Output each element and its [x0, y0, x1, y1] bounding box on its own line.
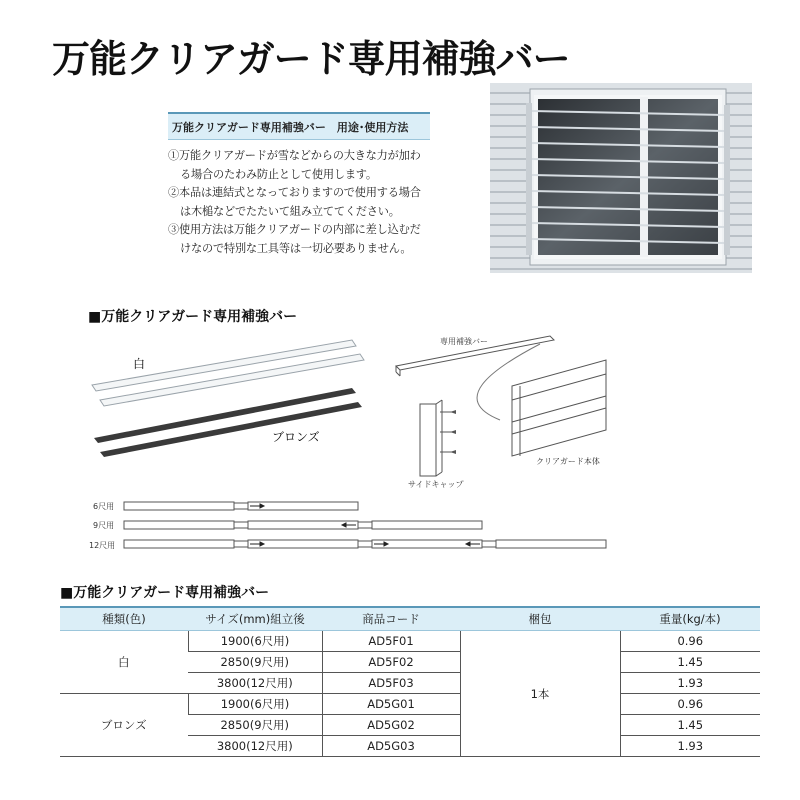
cell-weight: 1.45 [620, 652, 760, 673]
side-cap [420, 404, 436, 476]
usage-list [168, 147, 430, 259]
cell-color: ブロンズ [60, 694, 188, 757]
label-reinforcement-bar: 専用補強バー [440, 337, 488, 346]
cell-size: 1900(6尺用) [188, 631, 322, 652]
clear-guard-body [512, 360, 606, 456]
cell-weight: 1.93 [620, 736, 760, 757]
table-row [60, 694, 760, 715]
product-photo [490, 83, 752, 273]
usage-item: ①万能クリアガードが雪などからの大きな力が加わる場合のたわみ防止として使用します。 [168, 149, 421, 181]
cell-size: 1900(6尺用) [188, 694, 322, 715]
length-label-9: 9尺用 [93, 521, 115, 530]
cell-weight: 1.93 [620, 673, 760, 694]
cell-code: AD5G02 [322, 715, 460, 736]
cell-size: 3800(12尺用) [188, 673, 322, 694]
usage-header: 万能クリアガード専用補強バー 用途･使用方法 [168, 112, 430, 140]
spec-table [60, 606, 760, 757]
cell-code: AD5G01 [322, 694, 460, 715]
cell-code: AD5G03 [322, 736, 460, 757]
bar-section-title: ■万能クリアガード専用補強バー [88, 309, 298, 325]
bars-illustration [90, 330, 370, 460]
cell-weight: 0.96 [620, 694, 760, 715]
usage-item: ②本品は連結式となっておりますので使用する場合は木槌などでたたいて組み立ててください。 [168, 186, 421, 218]
cell-weight: 0.96 [620, 631, 760, 652]
table-header-row [60, 607, 760, 631]
label-clear-guard-body: クリアガード本体 [536, 457, 600, 466]
table-row [60, 631, 760, 652]
cell-size: 2850(9尺用) [188, 715, 322, 736]
length-diagram [120, 496, 620, 556]
cell-weight: 1.45 [620, 715, 760, 736]
color-label-white: 白 [133, 357, 146, 371]
cell-code: AD5F01 [322, 631, 460, 652]
cell-code: AD5F03 [322, 673, 460, 694]
header-code: 商品コード [322, 607, 460, 631]
length-label-12: 12尺用 [89, 541, 116, 550]
label-side-cap: サイドキャップ [408, 480, 464, 489]
color-label-bronze: ブロンズ [272, 430, 320, 444]
page-title: 万能クリアガード専用補強バー [52, 37, 570, 81]
usage-item: ③使用方法は万能クリアガードの内部に差し込むだけなので特別な工具等は一切必要ありません。 [168, 223, 421, 255]
table-section-title: ■万能クリアガード専用補強バー [60, 585, 270, 601]
cell-size: 3800(12尺用) [188, 736, 322, 757]
length-label-6: 6尺用 [93, 502, 115, 511]
header-size: サイズ(mm)組立後 [188, 607, 322, 631]
header-weight: 重量(kg/本) [620, 607, 760, 631]
cell-code: AD5F02 [322, 652, 460, 673]
header-packaging: 梱包 [460, 607, 620, 631]
usage-box [168, 112, 430, 259]
header-type: 種類(色) [60, 607, 188, 631]
cell-color: 白 [60, 631, 188, 694]
cell-packaging: 1本 [460, 631, 620, 757]
cell-size: 2850(9尺用) [188, 652, 322, 673]
